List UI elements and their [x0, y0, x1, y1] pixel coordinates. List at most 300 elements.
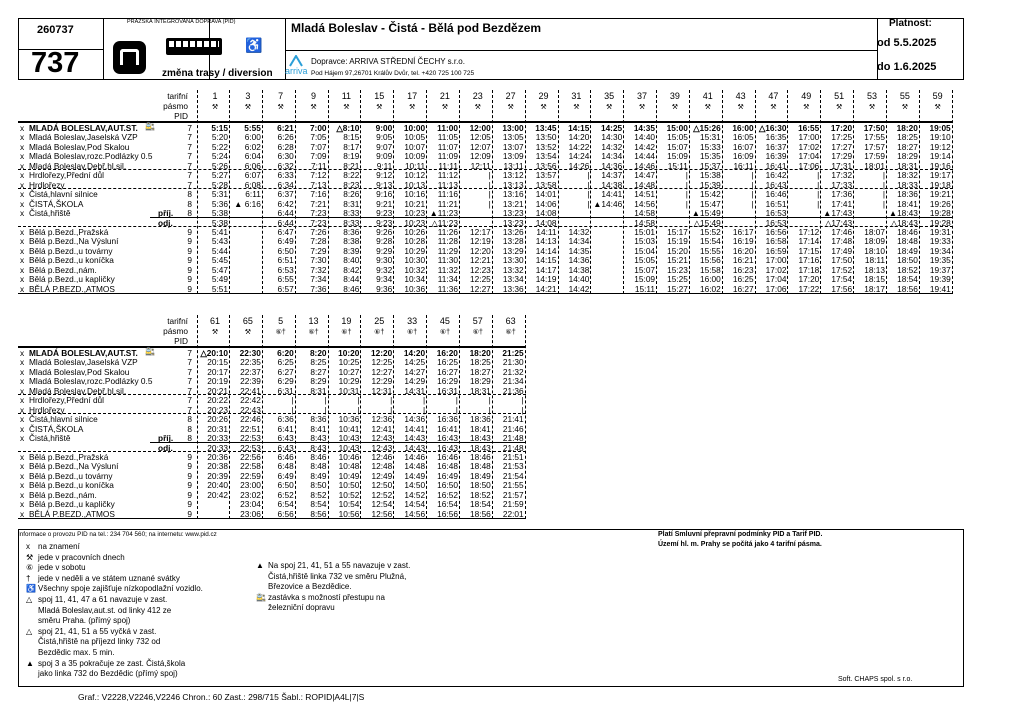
departure-time: 9:07: [376, 141, 393, 152]
departure-time: 16:55: [798, 123, 820, 133]
departure-time: 7:30: [310, 255, 327, 266]
departure-time: 8:52: [310, 489, 327, 500]
stop-name: Bělá p.Bezd.,u kapličky: [29, 274, 115, 285]
departure-time: 14:56: [634, 198, 656, 209]
trip-number: 15: [374, 91, 385, 101]
departure-time: 11:05: [437, 132, 458, 143]
departure-time: 20:40: [207, 480, 228, 491]
departure-time: 10:54: [338, 499, 360, 510]
departure-time: |: [390, 395, 393, 406]
departure-time: |: [751, 170, 754, 181]
day-symbol-icon: ⚒: [343, 104, 350, 111]
departure-time: 19:37: [929, 264, 951, 275]
departure-time: 12:25: [470, 274, 491, 285]
day-symbol-icon: ⚒: [211, 329, 219, 336]
departure-time: 12:48: [371, 461, 393, 472]
departure-time: 5:15: [211, 123, 228, 133]
tariff-zone: 9: [187, 274, 192, 285]
departure-time: 8:42: [343, 264, 360, 275]
legend-symbol-icon: 🚉: [256, 592, 266, 602]
stop-name: Hrdlořezy: [29, 404, 65, 415]
departure-time: 11:21: [437, 198, 458, 209]
departure-time: 6:51: [277, 255, 294, 266]
departure-time: 7:07: [310, 141, 327, 152]
departure-time: 16:42: [765, 170, 787, 181]
request-stop-mark: x: [20, 414, 25, 425]
departure-time: 16:48: [437, 461, 458, 472]
departure-time: |: [521, 395, 524, 406]
departure-time: 19:17: [929, 170, 951, 181]
departure-time: 15:17: [667, 226, 688, 237]
departure-time: 18:09: [864, 236, 885, 247]
departure-time: 5:49: [211, 274, 228, 285]
legend-text: na znamení: [38, 542, 80, 551]
departure-time: 7:11: [311, 160, 327, 171]
departure-time: △15:49: [693, 217, 721, 228]
departure-time: 17:22: [798, 283, 820, 294]
day-symbol-icon: ⚒: [671, 104, 679, 111]
tariff-zone: 7: [187, 160, 192, 171]
departure-time: 6:08: [244, 179, 261, 190]
departure-time: 21:46: [502, 423, 524, 434]
departure-time: 17:52: [831, 264, 853, 275]
departure-time: 22:46: [240, 414, 261, 425]
departure-time: 15:55: [699, 245, 721, 256]
departure-time: 18:07: [864, 226, 885, 237]
request-stop-mark: x: [20, 170, 25, 181]
departure-time: 8:43: [310, 433, 327, 444]
day-symbol-icon: ⚒: [737, 104, 744, 111]
departure-time: 15:27: [667, 283, 688, 294]
tariff-zone: 8: [187, 414, 192, 425]
departure-time: 17:56: [831, 283, 853, 294]
departure-time: 22:41: [240, 385, 261, 396]
bottom-line: Graf.: V2228,V2246,V2246 Chron.: 60 Zast.: 298/715 Šabl.: ROPID|A4L|7|S: [78, 692, 365, 702]
legend-text: Čistá,hřiště na příjezd linky 732 od: [38, 637, 161, 647]
departure-time: 12:19: [470, 236, 491, 247]
departure-time: 21:51: [502, 451, 524, 462]
day-symbol-icon: ⚒: [704, 104, 711, 111]
tariff-zone: 8: [187, 189, 192, 200]
legend-text: jede v neděli a ve státem uznané svátky: [38, 573, 180, 583]
departure-time: 14:36: [404, 414, 426, 425]
departure-time: 13:52: [535, 141, 557, 152]
departure-time: 6:31: [277, 385, 294, 396]
departure-time: 16:49: [437, 470, 458, 481]
departure-time: 19:35: [929, 255, 951, 266]
departure-time: 21:36: [502, 385, 524, 396]
day-symbol-icon: ⚒: [474, 104, 481, 111]
departure-time: 18:50: [470, 480, 491, 491]
departure-time: 6:30: [277, 151, 294, 162]
departure-time: 10:29: [404, 245, 426, 256]
day-symbol-icon: ⑥†: [472, 329, 483, 336]
departure-time: 9:36: [376, 283, 393, 294]
departure-time: 14:26: [568, 160, 590, 171]
departure-time: 8:26: [343, 189, 360, 200]
departure-time: 21:25: [502, 348, 524, 358]
day-symbol-icon: ⑥†: [275, 329, 286, 336]
departure-time: 18:48: [897, 236, 918, 247]
departure-time: |: [587, 170, 590, 181]
departure-time: 15:09: [634, 274, 656, 285]
departure-time: 18:56: [897, 283, 918, 294]
departure-time: 20:38: [207, 461, 228, 472]
departure-time: |: [685, 179, 688, 190]
departure-time: 11:12: [437, 170, 458, 181]
departure-time: 12:27: [371, 366, 393, 377]
departure-time: 12:25: [371, 357, 393, 368]
departure-time: |: [422, 404, 426, 415]
tariff-zone: 7: [187, 179, 192, 190]
departure-time: 22:51: [240, 423, 261, 434]
departure-time: |: [882, 198, 885, 209]
departure-time: 16:02: [699, 283, 721, 294]
day-symbol-icon: ⑥†: [439, 329, 451, 336]
trip-number: 37: [637, 91, 648, 101]
departure-time: 20:21: [207, 385, 228, 396]
stop-name: Bělá p.Bezd.,u továrny: [29, 470, 113, 481]
departure-time: 15:31: [699, 132, 721, 143]
departure-time: 12:27: [470, 283, 491, 294]
departure-time: 18:17: [864, 283, 885, 294]
departure-time: 18:11: [864, 255, 885, 266]
tariff-zone: 7: [187, 376, 192, 387]
departure-time: 16:36: [437, 414, 458, 425]
departure-time: 10:36: [404, 283, 426, 294]
departure-time: |: [587, 179, 590, 190]
legend-symbol-icon: x: [26, 542, 30, 551]
departure-time: 16:58: [765, 236, 787, 247]
route-title: Mladá Boleslav - Čistá - Bělá pod Bezdězem: [291, 21, 542, 35]
departure-time: 18:33: [897, 179, 918, 190]
departure-time: 6:36: [277, 414, 294, 425]
departure-time: 14:56: [404, 508, 426, 519]
departure-time: 16:00: [699, 274, 721, 285]
legend-text: Mladá Boleslav,aut.st. od linky 412 ze: [38, 605, 172, 615]
day-symbol-icon: ⚒: [244, 104, 251, 111]
tariff-zone: 7: [187, 123, 192, 133]
departure-time: 13:09: [502, 151, 524, 162]
departure-time: ▲17:43: [823, 208, 853, 219]
departure-time: 15:01: [634, 226, 656, 237]
departure-time: |: [587, 198, 590, 209]
departure-time: 8:46: [343, 283, 360, 294]
departure-time: 8:31: [343, 198, 360, 209]
departure-time: 15:05: [634, 255, 656, 266]
trip-number: 53: [866, 91, 877, 101]
trip-number: 51: [834, 91, 845, 101]
trip-number: 35: [604, 91, 615, 101]
day-symbol-icon: ⚒: [408, 104, 416, 111]
departure-time: 6:25: [277, 357, 294, 368]
day-symbol-icon: ⚒: [540, 104, 547, 111]
departure-time: 15:03: [634, 236, 656, 247]
valid-from: od 5.5.2025: [877, 37, 937, 49]
trip-number: 45: [439, 316, 450, 326]
departure-time: 14:50: [404, 480, 426, 491]
departure-time: 19:12: [929, 141, 951, 152]
departure-time: 12:36: [371, 414, 393, 425]
departure-time: 17:50: [863, 123, 885, 133]
request-stop-mark: x: [20, 433, 25, 444]
departure-time: 16:09: [732, 151, 754, 162]
departure-time: 18:31: [897, 160, 918, 171]
departure-time: 13:23: [502, 208, 524, 219]
legend-text: směru Praha. (přímý spoj): [38, 616, 131, 626]
departure-time: 17:54: [831, 274, 853, 285]
request-stop-mark: x: [20, 385, 25, 396]
request-stop-mark: x: [20, 489, 25, 500]
departure-time: 16:11: [733, 160, 754, 171]
stop-name: Bělá p.Bezd.,nám.: [29, 264, 97, 275]
departure-time: 13:28: [502, 236, 524, 247]
trip-number: 25: [374, 316, 385, 326]
request-stop-mark: x: [20, 160, 25, 171]
departure-time: 10:25: [338, 357, 360, 368]
departure-time: 17:32: [831, 170, 853, 181]
stop-name: Bělá p.Bezd.,Na Výsluní: [29, 461, 119, 472]
departure-time: 17:29: [831, 151, 853, 162]
day-symbol-icon: ⑥†: [341, 329, 352, 336]
trip-number: 29: [538, 91, 549, 101]
trip-number: 19: [341, 316, 352, 326]
legend-text: Březovice a Bezdědice.: [268, 582, 352, 592]
departure-time: 8:15: [343, 132, 360, 143]
notes-right-1: Platí Smluvní přepravní podmínky PID a Tarif PID.: [658, 531, 823, 538]
departure-time: 10:16: [404, 189, 426, 200]
day-symbol-icon: ⚒: [901, 104, 908, 111]
trip-number: 61: [209, 316, 220, 326]
departure-time: 14:31: [404, 385, 426, 396]
departure-time: |: [882, 189, 885, 200]
departure-time: 7:32: [310, 264, 327, 275]
departure-time: 14:24: [568, 151, 590, 162]
departure-time: 16:46: [437, 451, 458, 462]
tariff-zone: 7: [187, 366, 192, 377]
departure-time: 18:52: [897, 264, 918, 275]
departure-time: 10:27: [338, 366, 360, 377]
departure-time: 18:50: [897, 255, 918, 266]
legend-text: železniční dopravu: [268, 603, 335, 613]
departure-time: 14:54: [404, 499, 426, 510]
arriva-logo: arriva: [285, 66, 308, 76]
departure-time: 22:56: [240, 451, 261, 462]
train-transfer-icon: 🚉: [145, 122, 155, 131]
departure-time: 16:21: [732, 255, 754, 266]
departure-time: 10:43: [338, 442, 360, 453]
departure-time: 14:46: [634, 160, 656, 171]
stop-name: Mladá Boleslav,rozc.Podlázky 0.5: [29, 151, 153, 162]
departure-time: 13:05: [502, 132, 524, 143]
departure-time: 21:53: [502, 461, 524, 472]
departure-time: 16:23: [732, 264, 754, 275]
departure-time: 16:35: [765, 132, 787, 143]
departure-time: 21:30: [502, 357, 524, 368]
departure-time: 21:48: [502, 442, 524, 453]
departure-time: 14:20: [403, 348, 426, 358]
departure-time: 19:41: [929, 283, 951, 294]
departure-time: 14:35: [633, 123, 656, 133]
departure-time: 14:06: [535, 198, 557, 209]
tariff-zone: 9: [187, 489, 192, 500]
departure-time: 18:56: [470, 508, 491, 519]
departure-time: 17:46: [831, 226, 853, 237]
departure-time: 17:59: [864, 151, 885, 162]
tariff-zone: 9: [187, 236, 192, 247]
departure-time: 19:31: [929, 226, 951, 237]
departure-time: 13:54: [535, 151, 557, 162]
departure-time: 6:33: [277, 170, 294, 181]
departure-time: 16:53: [765, 217, 787, 228]
departure-time: 14:30: [601, 132, 623, 143]
legend-symbol-icon: †: [26, 573, 31, 583]
departure-time: 15:07: [667, 141, 688, 152]
departure-time: 22:37: [240, 366, 261, 377]
departure-time: 12:31: [371, 385, 393, 396]
info-line: Informace o provozu PID na tel.: 234 704 560; na internetu: www.pid.cz: [18, 531, 217, 538]
departure-time: 17:14: [798, 236, 820, 247]
departure-time: 15:52: [699, 226, 721, 237]
departure-time: 18:20: [896, 123, 918, 133]
tariff-zone: 7: [187, 395, 192, 406]
departure-time: 15:33: [699, 141, 721, 152]
departure-time: 17:16: [798, 255, 820, 266]
departure-time: 13:13: [502, 179, 524, 190]
departure-time: |: [817, 170, 820, 181]
departure-time: ▲ 6:16: [234, 198, 261, 209]
departure-time: |: [291, 395, 294, 406]
request-stop-mark: x: [20, 132, 25, 143]
departure-time: 6:42: [277, 198, 294, 209]
day-symbol-icon: ⑥†: [505, 329, 516, 336]
departure-time: 10:12: [404, 170, 426, 181]
departure-time: 18:54: [897, 274, 918, 285]
departure-time: 14:34: [601, 151, 623, 162]
departure-time: 6:32: [277, 160, 294, 171]
trip-number: 49: [801, 91, 812, 101]
departure-time: 20:17: [207, 366, 228, 377]
departure-time: 5:51: [211, 283, 228, 294]
departure-time: 19:14: [929, 151, 951, 162]
change-notice: změna trasy / diversion: [162, 68, 273, 79]
departure-time: 19:33: [929, 236, 951, 247]
departure-time: 6:02: [244, 141, 261, 152]
trip-number: 43: [735, 91, 746, 101]
departure-time: 5:26: [211, 160, 228, 171]
departure-time: 14:19: [535, 274, 557, 285]
departure-time: 14:51: [634, 189, 656, 200]
departure-time: 18:31: [470, 385, 491, 396]
departure-time: 9:23: [376, 217, 393, 228]
trip-number: 5: [278, 316, 284, 326]
departure-time: 17:55: [864, 132, 885, 143]
departure-time: 9:34: [376, 274, 393, 285]
departure-time: 18:43: [470, 442, 491, 453]
departure-time: 15:37: [699, 160, 721, 171]
departure-time: 12:43: [371, 433, 393, 444]
departure-time: 12:09: [470, 151, 491, 162]
legend-text: Všechny spoje zajišťuje nízkopodlažní vozidlo.: [38, 584, 203, 594]
legend-text: Bezdědic max. 5 min.: [38, 648, 115, 657]
departure-time: 8:46: [310, 451, 327, 462]
day-symbol-icon: ⚒: [770, 104, 777, 111]
departure-time: 15:56: [699, 255, 721, 266]
departure-time: 10:32: [404, 264, 426, 275]
operator-name: Dopravce: ARRIVA STŘEDNÍ ČECHY s.r.o.: [311, 57, 465, 66]
departure-time: 16:50: [437, 480, 458, 491]
tariff-zone: 9: [187, 508, 192, 519]
departure-time: 5:55: [244, 123, 261, 133]
departure-time: 11:00: [437, 123, 458, 133]
day-symbol-icon: ⚒: [507, 104, 514, 111]
departure-time: 20:26: [207, 414, 228, 425]
trip-number: 55: [899, 91, 910, 101]
departure-time: |: [357, 404, 360, 415]
departure-time: 22:30: [239, 348, 261, 358]
day-symbol-icon: ⚒: [606, 104, 613, 111]
departure-time: 10:36: [338, 414, 360, 425]
departure-time: 17:06: [765, 283, 787, 294]
departure-time: 9:32: [376, 264, 393, 275]
tariff-zone: 7: [187, 385, 192, 396]
departure-time: 10:34: [404, 274, 426, 285]
tariff-zone: 9: [187, 264, 192, 275]
departure-time: 23:06: [240, 508, 261, 519]
rule: [525, 315, 526, 519]
departure-time: |: [685, 170, 688, 181]
departure-time: 16:46: [765, 189, 787, 200]
departure-time: 15:25: [667, 274, 688, 285]
stop-name: BĚLÁ P.BEZD.,ATMOS: [29, 508, 115, 519]
stop-name: Hrdlořezy: [29, 179, 65, 190]
departure-time: 18:27: [897, 141, 918, 152]
request-stop-mark: x: [20, 274, 25, 285]
departure-time: 16:27: [437, 366, 458, 377]
day-symbol-icon: ⚒: [310, 104, 317, 111]
departure-time: 19:18: [929, 179, 951, 190]
departure-time: 17:49: [831, 245, 853, 256]
departure-time: 14:40: [634, 132, 656, 143]
departure-time: 12:07: [470, 141, 491, 152]
validity-label: Platnost:: [889, 18, 932, 29]
departure-time: 18:29: [470, 376, 491, 387]
departure-time: 15:19: [667, 236, 688, 247]
rule: [18, 518, 526, 519]
departure-time: 6:04: [244, 151, 261, 162]
departure-time: 13:45: [535, 123, 557, 133]
departure-time: 13:30: [502, 255, 524, 266]
departure-time: 20:33: [207, 433, 228, 444]
departure-time: 14:36: [568, 255, 590, 266]
departure-time: 17:50: [831, 255, 853, 266]
departure-time: 18:41: [897, 198, 918, 209]
trip-number: 3: [245, 91, 251, 101]
departure-time: 13:50: [535, 132, 557, 143]
departure-time: 16:39: [765, 151, 787, 162]
column-header-label: tarifní: [167, 316, 188, 326]
departure-time: 8:54: [310, 499, 327, 510]
stop-name: BĚLÁ P.BEZD.,ATMOS: [29, 283, 115, 294]
departure-time: 10:46: [338, 451, 360, 462]
departure-time: 13:11: [503, 160, 524, 171]
departure-time: 17:31: [831, 160, 853, 171]
departure-time: 6:07: [244, 170, 261, 181]
departure-time: 14:38: [568, 264, 590, 275]
request-stop-mark: x: [20, 499, 25, 510]
departure-time: 11:29: [437, 245, 458, 256]
legend-text: Na spoj 21, 41, 51 a 55 navazuje v zast.: [268, 561, 411, 570]
